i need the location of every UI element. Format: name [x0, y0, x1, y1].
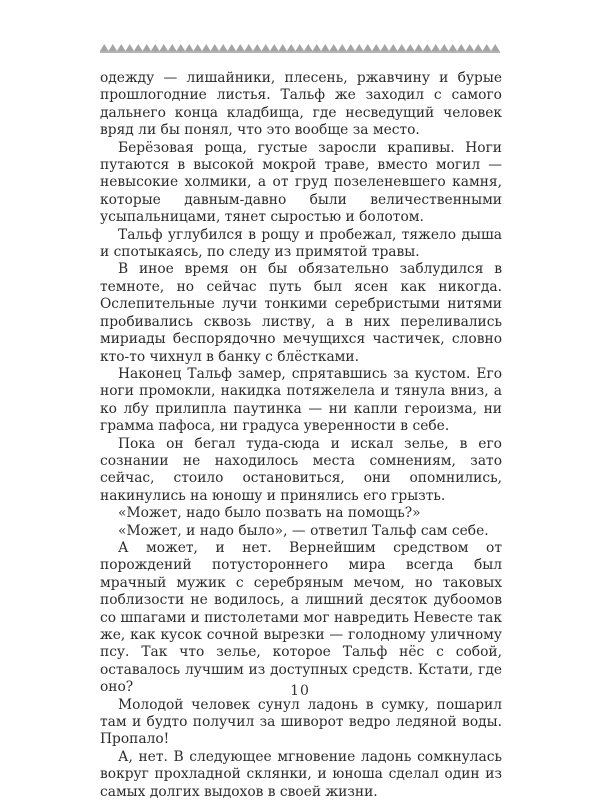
paragraph-2: Берёзовая роща, густые заросли крапивы. Ноги путаются в высокой мокрой траве, вместо могил — невысокие холмики, а от груд позеленевшего камня, которые давным-давно были величественными усыпальницами, тянет сыростью и болотом.	[100, 139, 502, 226]
paragraph-5: Наконец Тальф замер, спрятавшись за кустом. Его ноги промокли, накидка потяжелела и тянула вниз, а ко лбу прилипла паутинка — ни капли героизма, ни грамма пафоса, ни градуса уверенности в себе.	[100, 365, 502, 435]
ornament-triangles	[100, 40, 500, 54]
paragraph-1: одежду — лишайники, плесень, ржавчину и бурые прошлогодние листья. Тальф же заходил с самого дальнего конца кладбища, где несведущий человек вряд ли бы понял, что это вообще за место.	[100, 70, 502, 139]
paragraph-9: А может, и нет. Вернейшим средством от порождений потустороннего мира всегда был мрачный мужик с серебряным мечом, но таковых поблизости не водилось, а лишний десяток дубоомов со шпагами и пистолетами мог навредить Невесте так же, как кусок сочной вырезки — голодному уличному псу. Так что зелье, которое Тальф нёс с собой, оставалось лучшим из доступных средств. Кстати, где оно?	[100, 539, 502, 696]
paragraph-8: «Может, и надо было», — ответил Тальф сам себе.	[118, 522, 489, 539]
decorative-border	[100, 40, 500, 54]
paragraph-7: «Может, надо было позвать на помощь?»	[118, 505, 421, 522]
page-number: 10	[290, 683, 310, 699]
paragraph-10: Молодой человек сунул ладонь в сумку, пошарил там и будто получил за шиворот ведро ледяной воды. Пропало!	[100, 696, 502, 748]
paragraph-6: Пока он бегал туда-сюда и искал зелье, в его сознании не находилось места сомнениям, зато сейчас, стоило остановиться, они опомнились, накинулись на юношу и принялись его грызть.	[100, 435, 502, 504]
paragraph-3: Тальф углубился в рощу и пробежал, тяжело дыша и спотыкаясь, по следу из примятой травы.	[100, 226, 502, 261]
paragraph-4: В иное время он бы обязательно заблудился в темноте, но сейчас путь был ясен как никогда. Ослепительные лучи тонкими серебристыми нитями пробивались сквозь листву, а в них переливались мириады беспорядочно мечущихся частичек, словно кто-то чихнул в банку с блёстками.	[100, 261, 502, 365]
paragraph-11: А, нет. В следующее мгновение ладонь сомкнулась вокруг прохладной склянки, и юноша сделал один из самых долгих выдохов в своей жизни.	[100, 748, 502, 800]
